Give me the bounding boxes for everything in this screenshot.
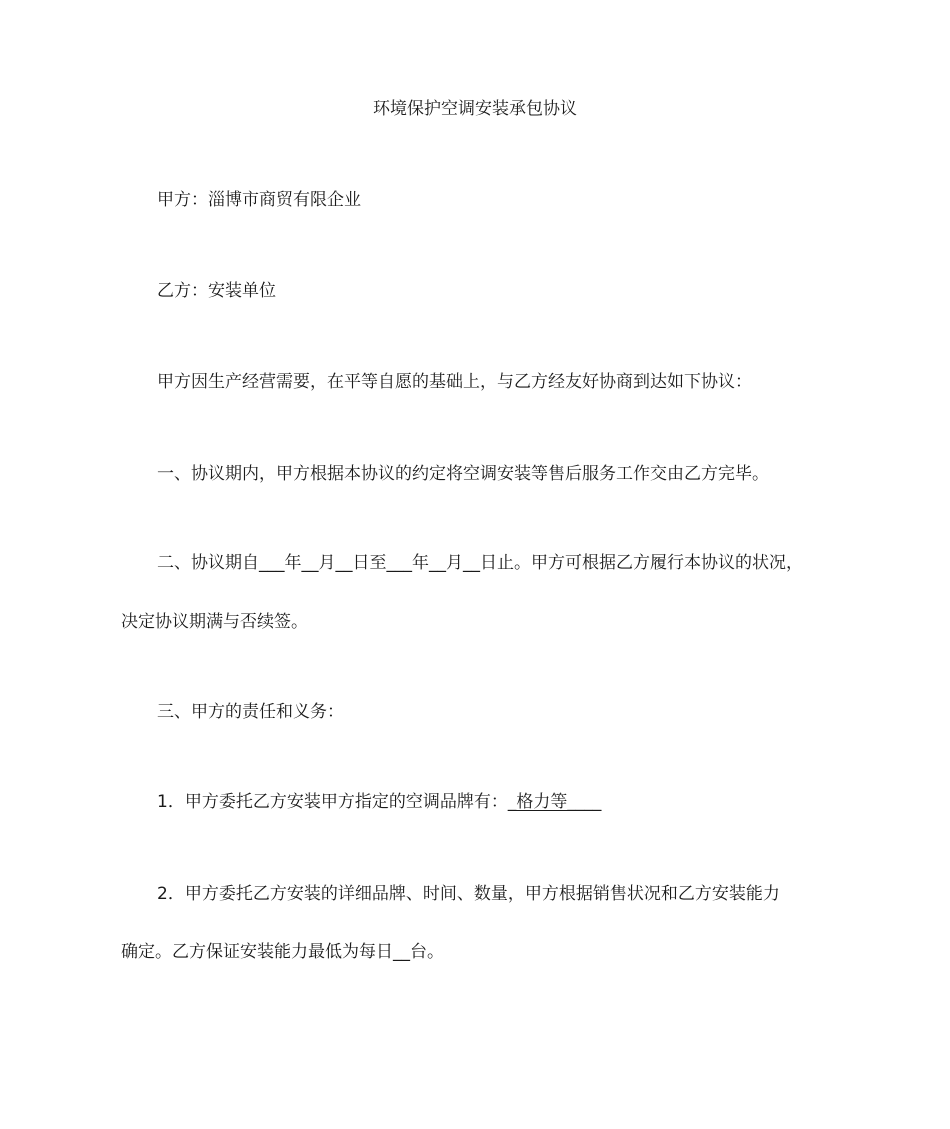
intro-paragraph: 甲方因生产经营需要，在平等自愿的基础上，与乙方经友好协商到达如下协议： — [157, 372, 752, 392]
item-2-line-1: 2．甲方委托乙方安装的详细品牌、时间、数量，甲方根据销售状况和乙方安装能力 — [157, 884, 780, 904]
clause-2-line-2: 决定协议期满与否续签。 — [121, 612, 308, 632]
clause-2-line-1: 二、协议期自___年__月__日至___年__月__日止。甲方可根据乙方履行本协议的状况， — [157, 553, 803, 573]
document-title: 环境保护空调安装承包协议 — [373, 99, 577, 119]
item-1-brand-blank: _格力等____ — [507, 792, 602, 812]
clause-3-heading: 三、甲方的责任和义务： — [157, 702, 344, 722]
item-2-line-2: 确定。乙方保证安装能力最低为每日__台。 — [121, 942, 444, 962]
item-1-text: 1．甲方委托乙方安装甲方指定的空调品牌有： — [157, 792, 508, 812]
item-1 — [157, 791, 601, 813]
clause-1: 一、协议期内，甲方根据本协议的约定将空调安装等售后服务工作交由乙方完毕。 — [157, 464, 769, 484]
party-b-line: 乙方：安装单位 — [157, 281, 276, 301]
party-a-line: 甲方：淄博市商贸有限企业 — [157, 190, 361, 210]
